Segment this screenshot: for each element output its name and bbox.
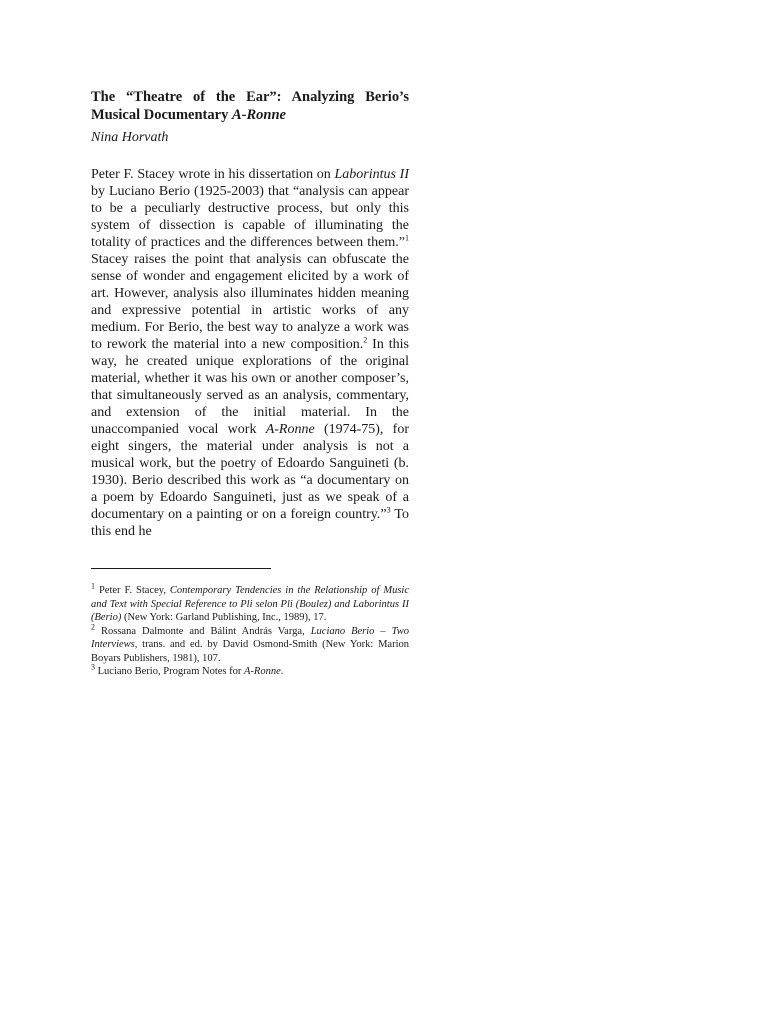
body-text-1: Peter F. Stacey wrote in his dissertation on (91, 167, 335, 182)
body-italic-laborintus: Laborintus II (334, 167, 409, 182)
title-italic: A-Ronne (231, 107, 286, 123)
body-text-5: (1974-75), for eight singers, the material under analysis is not a musical work, but the poetry of Edoardo Sanguineti (b. 1930). Berio described this work as “a documentary on a poem by Edoardo Sanguineti, just as we speak of a documentary on a painting or on a foreign country.” (91, 422, 409, 522)
footnote-3-text-a: Luciano Berio, Program Notes for (95, 666, 245, 677)
footnotes (91, 581, 409, 679)
footnote-ref-1[interactable]: 1 (405, 233, 409, 243)
footnote-3 (91, 662, 409, 679)
footnote-2-text-b: , trans. and ed. by David Osmond-Smith (New York: Marion Boyars Publishers, 1981), 107. (91, 639, 409, 664)
footnote-ref-2[interactable]: 2 (363, 335, 368, 345)
footnote-3-title: A-Ronne (244, 666, 281, 677)
article (91, 88, 409, 540)
footnote-1-title: Contemporary Tendencies in the Relationship of Music and Text with Special Reference to Pli selon Pli (Boulez) and Laborintus II (Berio) (91, 585, 409, 623)
body-text-2: by Luciano Berio (1925-2003) that “analysis can appear to be a peculiarly destructive process, but only this system of dissection is capable of illuminating the totality of practices and the differences between them.” (91, 184, 409, 250)
footnote-2-number: 2 (91, 622, 95, 631)
footnote-ref-3[interactable]: 3 (386, 505, 391, 515)
footnote-2-text-a: Rossana Dalmonte and Bálint András Varga, (95, 625, 311, 637)
footnote-1-text-a: Peter F. Stacey, (95, 585, 170, 596)
footnote-divider (91, 568, 271, 569)
footnote-1 (91, 581, 409, 625)
footnote-1-number: 1 (91, 581, 95, 591)
body-text-4: In this way, he created unique explorations of the original material, whether it was his own or another composer’s, that simultaneously served as an analysis, commentary, and extension of the initial material. In the unaccompanied vocal work (91, 337, 409, 437)
article-title (91, 88, 409, 124)
footnote-3-number: 3 (91, 662, 95, 672)
footnote-3-text-b: . (280, 666, 284, 677)
body-text-3: Stacey raises the point that analysis can obfuscate the sense of wonder and engagement elicited by a work of art. However, analysis also illuminates hidden meaning and expressive potential in artistic works of any medium. For Berio, the best way to analyze a work was to rework the material into a new composition. (91, 252, 409, 352)
footnote-1-text-b: (New York: Garland Publishing, Inc., 1989), 17. (121, 612, 327, 623)
author-name: Nina Horvath (91, 130, 169, 145)
footnote-2-title: Luciano Berio – Two Interviews (91, 625, 409, 650)
body-text-6: To this end he (91, 507, 409, 539)
body-paragraph (91, 166, 409, 540)
title-main: The “Theatre of the Ear”: Analyzing Berio’s Musical Documentary (91, 89, 409, 123)
footnote-2 (91, 622, 409, 666)
body-italic-a-ronne: A-Ronne (265, 422, 315, 437)
